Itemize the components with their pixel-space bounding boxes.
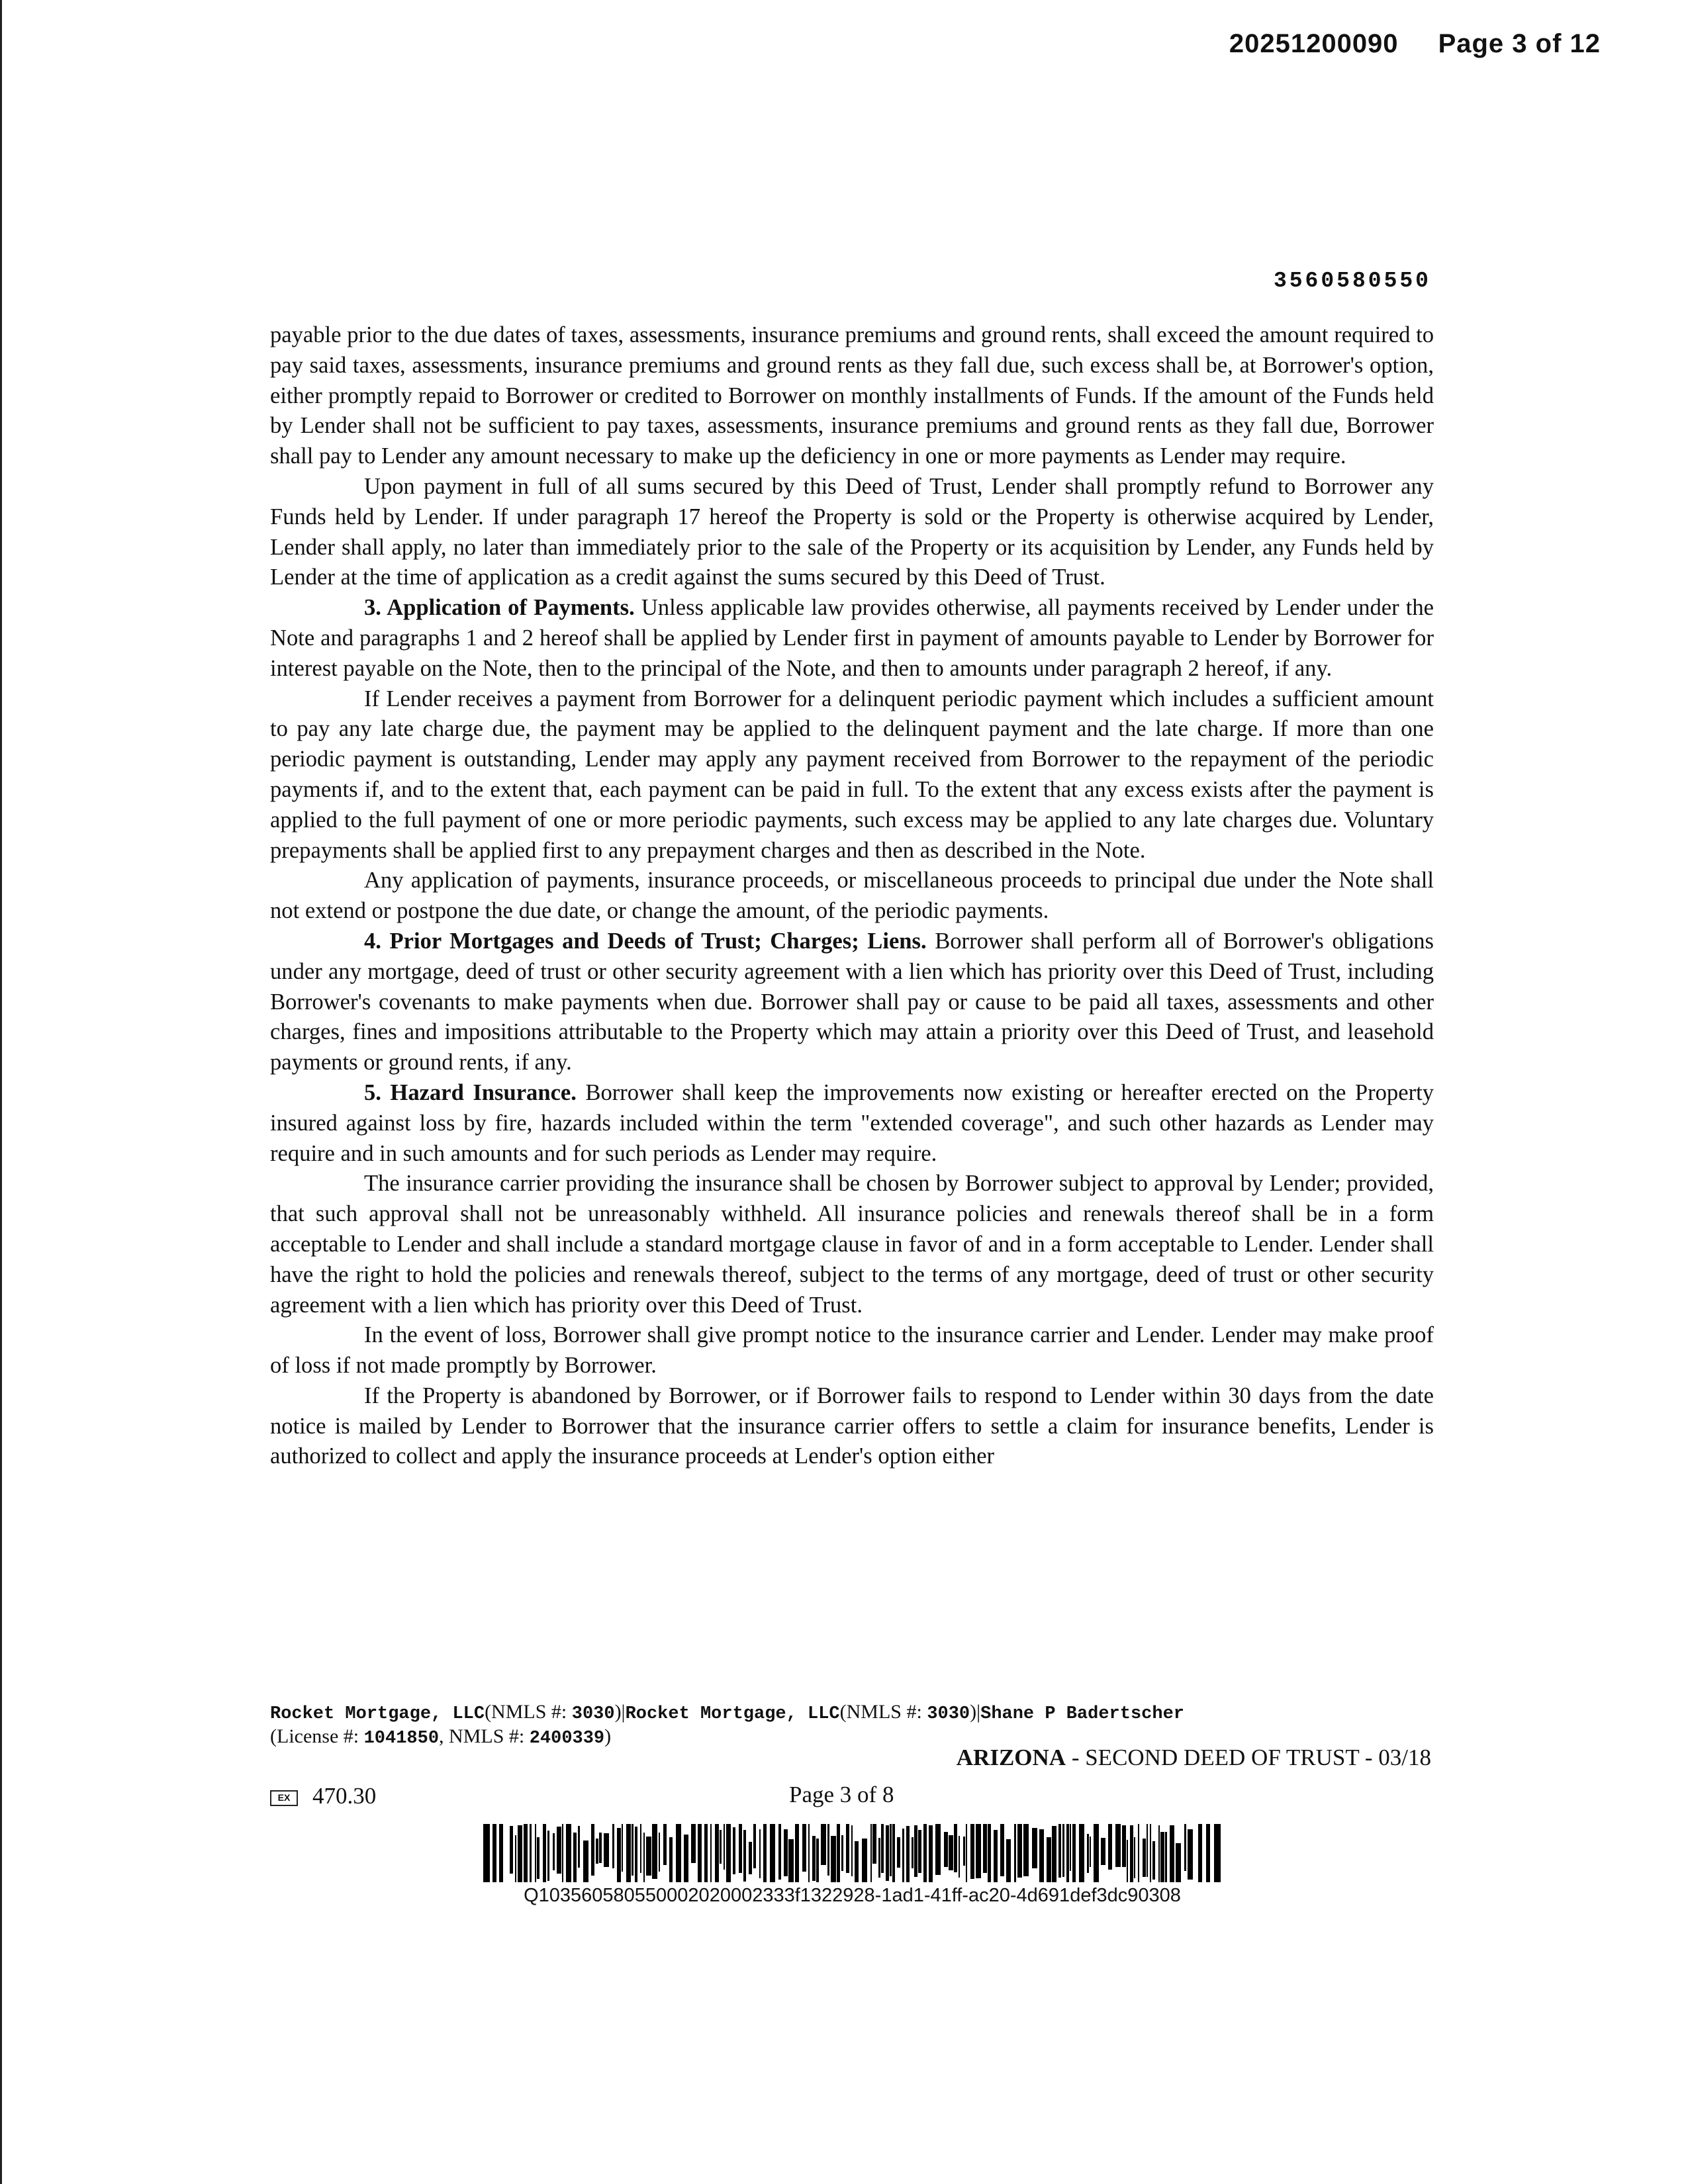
section-text: Borrower shall keep the improvements now existing or hereafter erected on the Property insured against loss by fire, hazards included within the term "extended coverage", and such other hazards as Lender may require and in such amounts and for such periods as Lender may require.	[270, 1079, 1434, 1166]
nmls-label: , NMLS #:	[439, 1725, 530, 1747]
separator: )|	[614, 1701, 626, 1723]
paragraph-delinquent-payment: If Lender receives a payment from Borrower for a delinquent periodic payment which includes a sufficient amount to pay any late charge due, the payment may be applied to the delinquent payment and the late charge. If more than one periodic payment is outstanding, Lender may apply any payment received from Borrower to the repayment of the periodic payments if, and to the extent that, each payment can be paid in full. To the extent that any excess exists after the payment is applied to the full payment of one or more periodic payments, such excess may be applied to any late charges due. Voluntary prepayments shall be applied first to any prepayment charges and then as described in the Note.	[270, 686, 1434, 863]
paragraph-event-of-loss: In the event of loss, Borrower shall give prompt notice to the insurance carrier and Lender. Lender may make proof of loss if not made promptly by Borrower.	[270, 1322, 1434, 1379]
barcode-image	[483, 1824, 1221, 1882]
document-body	[270, 320, 1434, 1472]
lender-info	[270, 1701, 1475, 1750]
barcode-text: Q103560580550002020002333f1322928-1ad1-41ff-ac20-4d691def3dc90308	[524, 1885, 1181, 1906]
recording-stamp	[1229, 29, 1601, 59]
close-paren: )	[604, 1725, 612, 1747]
form-name: - SECOND DEED OF TRUST - 03/18	[1066, 1745, 1431, 1770]
nmls-number: 3030	[927, 1704, 970, 1724]
section-text: Unless applicable law provides otherwise, all payments received by Lender under the Note and paragraphs 1 and 2 hereof shall be applied by Lender first in payment of amounts payable to Lender by Borrower for interest payable on the Note, then to the principal of the Note, and then to amounts under paragraph 2 hereof, if any.	[270, 595, 1434, 681]
section-prior-mortgages	[270, 927, 1434, 1078]
nmls-label: (NMLS #:	[485, 1701, 572, 1723]
paragraph-application-proceeds: Any application of payments, insurance proceeds, or miscellaneous proceeds to principal due under the Note shall not extend or postpone the due date, or change the amount, of the periodic payments.	[270, 868, 1434, 924]
paragraph-funds-excess: payable prior to the due dates of taxes, assessments, insurance premiums and ground rents, shall exceed the amount required to pay said taxes, assessments, insurance premiums and ground rents as they fall due, such excess shall be, at Borrower's option, either promptly repaid to Borrower or credited to Borrower on monthly installments of Funds. If the amount of the Funds held by Lender shall not be sufficient to pay taxes, assessments, insurance premiums and ground rents as they fall due, Borrower shall pay to Lender any amount necessary to make up the deficiency in one or more payments as Lender may require.	[270, 322, 1434, 469]
nmls-number: 2400339	[529, 1729, 605, 1749]
state-name: ARIZONA	[956, 1745, 1066, 1770]
section-text: Borrower shall perform all of Borrower's obligations under any mortgage, deed of trust or other security agreement with a lien which has priority over this Deed of Trust, including Borrower's covenants to make payments when due. Borrower shall pay or cause to be paid all taxes, assessments and other charges, fines and impositions attributable to the Property which may attain a priority over this Deed of Trust, and leasehold payments or ground rents, if any.	[270, 928, 1434, 1075]
loan-number: 3560580550	[1273, 269, 1431, 293]
paragraph-insurance-carrier: The insurance carrier providing the insurance shall be chosen by Borrower subject to approval by Lender; provided, that such approval shall not be unreasonably withheld. All insurance policies and renewals thereof shall be in a form acceptable to Lender and shall include a standard mortgage clause in favor of and in a form acceptable to Lender. Lender shall have the right to hold the policies and renewals thereof, subject to the terms of any mortgage, deed of trust or other security agreement with a lien which has priority over this Deed of Trust.	[270, 1171, 1434, 1318]
loan-officer-name: Shane P Badertscher	[980, 1704, 1184, 1724]
nmls-number: 3030	[571, 1704, 615, 1724]
lender-name: Rocket Mortgage, LLC	[270, 1704, 485, 1724]
paragraph-abandoned-property: If the Property is abandoned by Borrower, or if Borrower fails to respond to Lender within 30 days from the date notice is mailed by Lender to Borrower that the insurance carrier offers to settle a claim for insurance benefits, Lender is authorized to collect and apply the insurance proceeds at Lender's option either	[270, 1383, 1434, 1469]
ellie-mae-form-icon: EX	[270, 1790, 298, 1806]
form-code-number: 470.30	[312, 1783, 377, 1809]
form-title	[957, 1745, 1431, 1771]
section-heading: 4. Prior Mortgages and Deeds of Trust; Charges; Liens.	[364, 928, 927, 954]
recording-page-label: Page 3 of 12	[1438, 29, 1601, 58]
scan-edge-line	[0, 0, 2, 2184]
license-label: (License #:	[270, 1725, 364, 1747]
section-heading: 3. Application of Payments.	[364, 595, 635, 621]
form-code	[270, 1783, 376, 1809]
separator: )|	[970, 1701, 981, 1723]
page-number: Page 3 of 8	[789, 1782, 894, 1807]
section-heading: 5. Hazard Insurance.	[364, 1079, 577, 1105]
license-number: 1041850	[363, 1729, 440, 1749]
section-hazard-insurance	[270, 1078, 1434, 1169]
recording-number: 20251200090	[1229, 29, 1399, 58]
nmls-label: (NMLS #:	[839, 1701, 927, 1723]
lender-name: Rocket Mortgage, LLC	[625, 1704, 840, 1724]
section-application-of-payments	[270, 593, 1434, 684]
paragraph-refund: Upon payment in full of all sums secured by this Deed of Trust, Lender shall promptly refund to Borrower any Funds held by Lender. If under paragraph 17 hereof the Property is sold or the Property is otherwise acquired by Lender, Lender shall apply, no later than immediately prior to the sale of the Property or its acquisition by Lender, any Funds held by Lender at the time of application as a credit against the sums secured by this Deed of Trust.	[270, 473, 1434, 590]
